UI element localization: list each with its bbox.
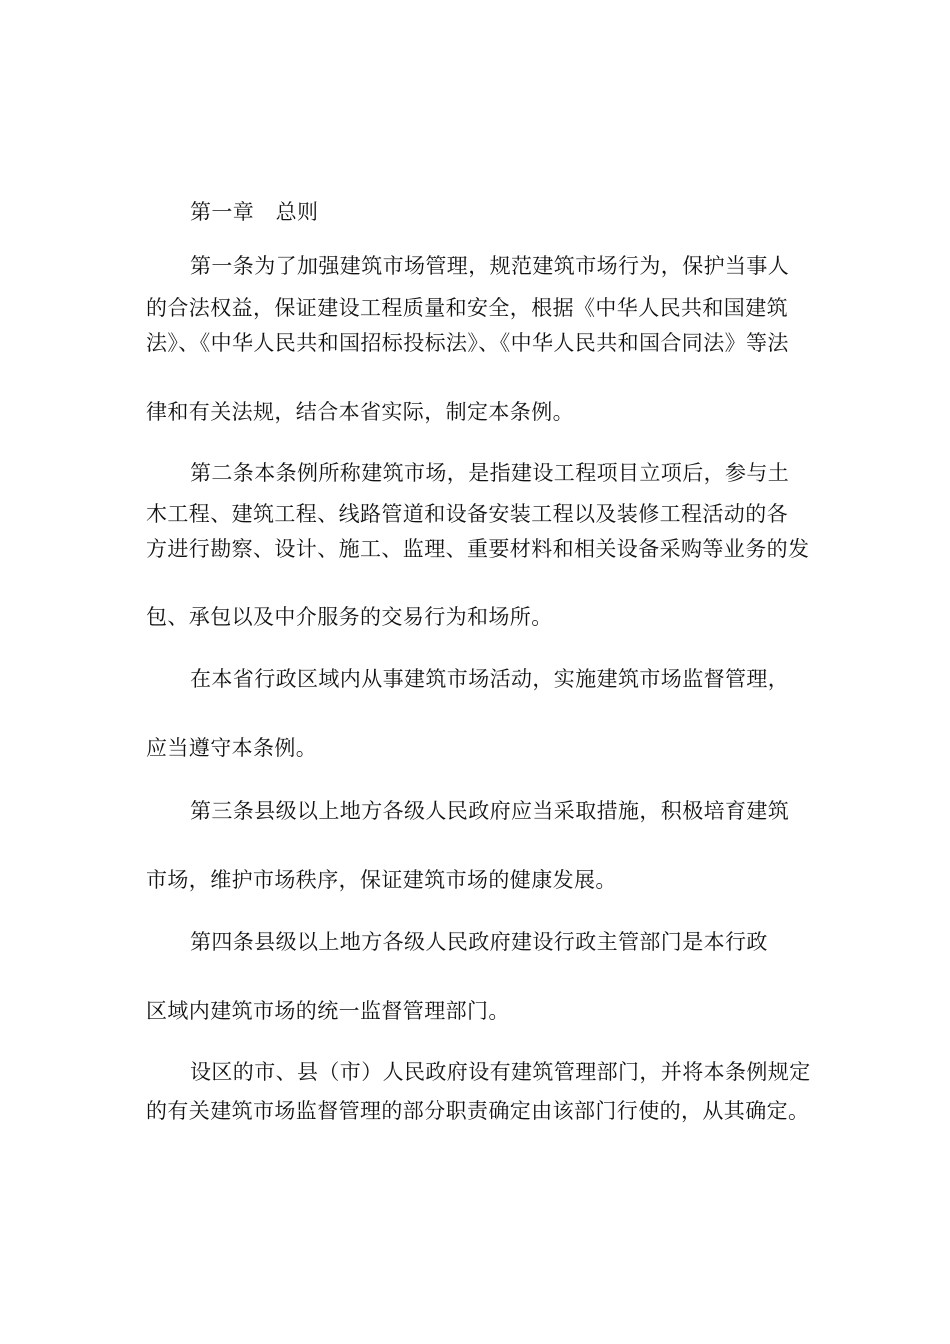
text-line: 应当遵守本条例。 (146, 736, 318, 760)
text-line: 律和有关法规，结合本省实际，制定本条例。 (146, 400, 574, 424)
text-line: 设区的市、县（市）人民政府设有建筑管理部门，并将本条例规定 (190, 1060, 811, 1084)
text-line: 在本省行政区域内从事建筑市场活动，实施建筑市场监督管理， (190, 667, 790, 691)
text-line: 包、承包以及中介服务的交易行为和场所。 (146, 605, 553, 629)
text-line: 方进行勘察、设计、施工、监理、重要材料和相关设备采购等业务的发 (146, 537, 810, 561)
text-line: 第四条县级以上地方各级人民政府建设行政主管部门是本行政 (190, 930, 768, 954)
text-line: 第三条县级以上地方各级人民政府应当采取措施，积极培育建筑 (190, 799, 790, 823)
text-line: 市场，维护市场秩序，保证建筑市场的健康发展。 (146, 868, 617, 892)
text-line: 木工程、建筑工程、线路管道和设备安装工程以及装修工程活动的各 (146, 502, 788, 526)
text-line: 第一条为了加强建筑市场管理，规范建筑市场行为，保护当事人 (190, 254, 790, 278)
text-line: 法》、《中华人民共和国招标投标法》、《中华人民共和国合同法》等法 (146, 331, 789, 355)
text-line: 的合法权益，保证建设工程质量和安全，根据《中华人民共和国建筑 (146, 296, 788, 320)
text-line: 区域内建筑市场的统一监督管理部门。 (146, 999, 510, 1023)
text-line: 第二条本条例所称建筑市场，是指建设工程项目立项后，参与土 (190, 461, 790, 485)
chapter-title: 第一章 总则 (190, 200, 319, 224)
text-line: 的有关建筑市场监督管理的部分职责确定由该部门行使的，从其确定。 (146, 1099, 810, 1123)
